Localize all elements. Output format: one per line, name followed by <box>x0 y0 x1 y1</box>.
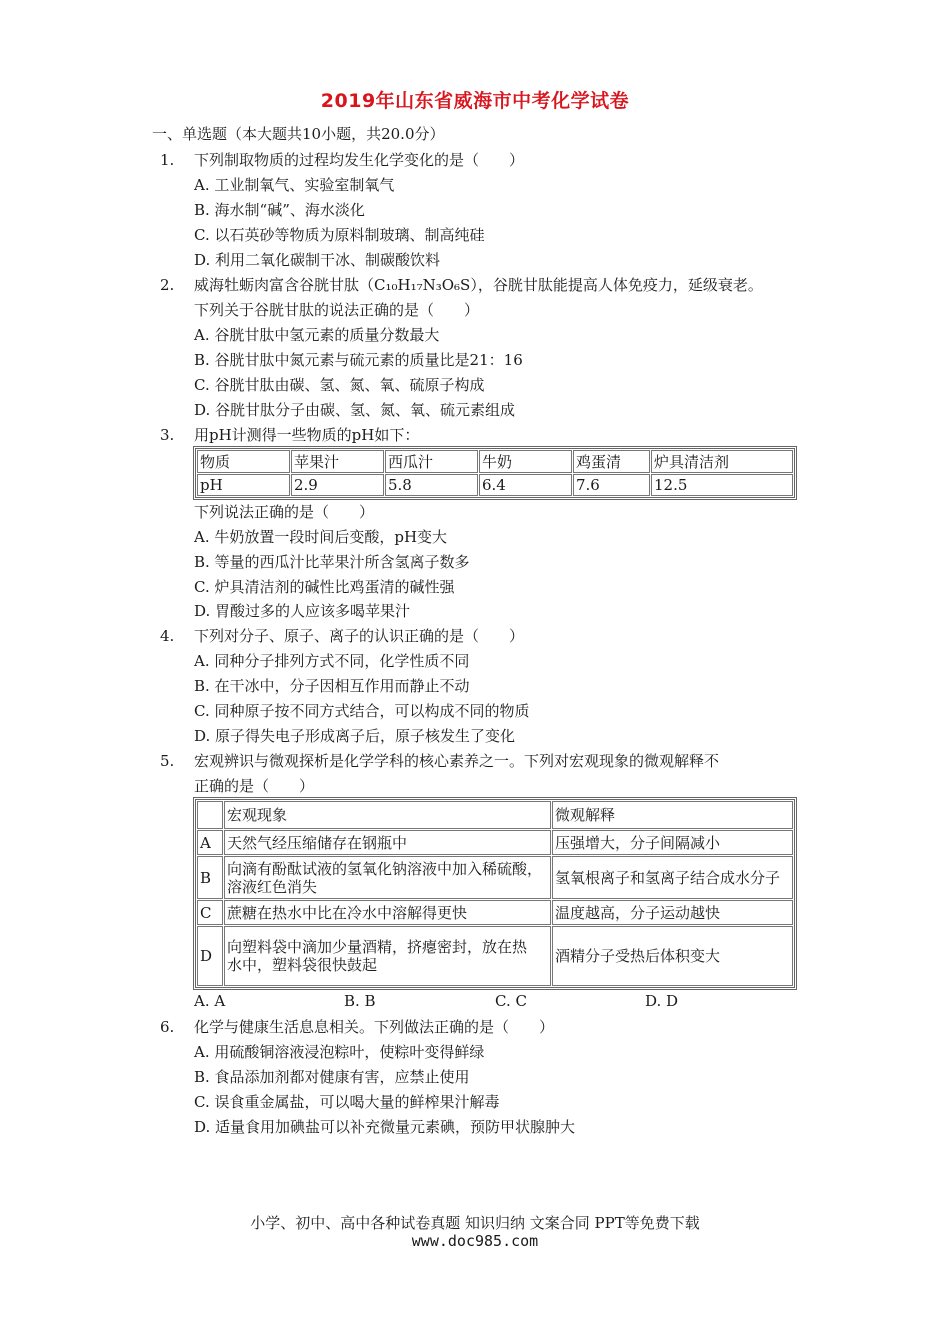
question-number: 4. <box>160 627 175 645</box>
question-number: 5. <box>160 752 175 770</box>
table-cell <box>197 801 223 829</box>
table-cell: 5.8 <box>385 474 478 496</box>
table-cell: 温度越高，分子运动越快 <box>552 900 793 925</box>
question-number: 1. <box>160 151 175 169</box>
option-a: A. 用硫酸铜溶液浸泡粽叶，使粽叶变得鲜绿 <box>194 1043 485 1061</box>
option-a: A. 谷胱甘肽中氢元素的质量分数最大 <box>194 326 440 344</box>
table-cell: 物质 <box>197 450 290 473</box>
option-b: B. 食品添加剂都对健康有害，应禁止使用 <box>194 1068 470 1086</box>
question-number: 2. <box>160 276 175 294</box>
table-cell: 西瓜汁 <box>385 450 478 473</box>
question-stem: 用pH计测得一些物质的pH如下： <box>194 426 420 444</box>
table-cell: 向塑料袋中滴加少量酒精，挤瘪密封，放在热 水中，塑料袋很快鼓起 <box>224 926 551 986</box>
table-cell: 炉具清洁剂 <box>651 450 793 473</box>
answer-a: A. A <box>194 992 226 1010</box>
table-cell: A <box>197 830 223 855</box>
table-cell: 向滴有酚酞试液的氢氧化钠溶液中加入稀硫酸，溶液红色消失 <box>224 856 551 899</box>
table-cell: 宏观现象 <box>224 801 551 829</box>
option-d: D. 利用二氧化碳制干冰、制碳酸饮料 <box>194 251 441 269</box>
ph-table <box>193 446 797 500</box>
table-cell: 酒精分子受热后体积变大 <box>552 926 793 986</box>
table-cell: 鸡蛋清 <box>573 450 650 473</box>
option-d: D. 原子得失电子形成离子后，原子核发生了变化 <box>194 727 516 745</box>
option-c: C. 谷胱甘肽由碳、氢、氮、氧、硫原子构成 <box>194 376 485 394</box>
question-stem: 宏观辨识与微观探析是化学学科的核心素养之一。下列对宏观现象的微观解释不 <box>194 752 720 770</box>
answer-d: D. D <box>645 992 679 1010</box>
footer-promo-text: 小学、初中、高中各种试卷真题 知识归纳 文案合同 PPT等免费下载 <box>250 1214 700 1232</box>
table-cell: 氢氧根离子和氢离子结合成水分子 <box>552 856 793 899</box>
answer-b: B. B <box>344 992 376 1010</box>
table-cell: D <box>197 926 223 986</box>
option-a: A. 同种分子排列方式不同，化学性质不同 <box>194 652 470 670</box>
option-d: D. 谷胱甘肽分子由碳、氢、氮、氧、硫元素组成 <box>194 401 516 419</box>
table-row <box>197 801 793 829</box>
footer-website[interactable]: www.doc985.com <box>411 1232 539 1250</box>
table-row <box>197 830 793 855</box>
question-stem-continued: 正确的是（ ） <box>194 777 315 795</box>
option-c: C. 以石英砂等物质为原料制玻璃、制高纯硅 <box>194 226 485 244</box>
table-cell: 7.6 <box>573 474 650 496</box>
question-stem-continued: 下列说法正确的是（ ） <box>194 503 375 521</box>
table-row <box>197 474 793 496</box>
table-cell: 苹果汁 <box>291 450 384 473</box>
table-row <box>197 900 793 925</box>
option-b: B. 在干冰中，分子因相互作用而静止不动 <box>194 677 470 695</box>
table-cell: 天然气经压缩储存在钢瓶中 <box>224 830 551 855</box>
answer-c: C. C <box>495 992 527 1010</box>
table-cell: C <box>197 900 223 925</box>
question-number: 3. <box>160 426 175 444</box>
table-cell: B <box>197 856 223 899</box>
table-row <box>197 856 793 899</box>
question-number: 6. <box>160 1018 175 1036</box>
option-a: A. 工业制氧气、实验室制氧气 <box>194 176 395 194</box>
table-cell: 6.4 <box>479 474 572 496</box>
table-cell: 蔗糖在热水中比在冷水中溶解得更快 <box>224 900 551 925</box>
table-cell: 微观解释 <box>552 801 793 829</box>
table-cell: 2.9 <box>291 474 384 496</box>
table-row <box>197 926 793 986</box>
table-row <box>197 450 793 473</box>
table-cell: 12.5 <box>651 474 793 496</box>
option-b: B. 海水制“碱”、海水淡化 <box>194 201 365 219</box>
option-c: C. 误食重金属盐，可以喝大量的鲜榨果汁解毒 <box>194 1093 500 1111</box>
table-cell: 牛奶 <box>479 450 572 473</box>
option-b: B. 等量的西瓜汁比苹果汁所含氢离子数多 <box>194 553 470 571</box>
exam-title: 2019年山东省威海市中考化学试卷 <box>320 90 630 112</box>
option-d: D. 胃酸过多的人应该多喝苹果汁 <box>194 602 411 620</box>
option-d: D. 适量食用加碘盐可以补充微量元素碘，预防甲状腺肿大 <box>194 1118 576 1136</box>
table-cell: pH <box>197 474 290 496</box>
question-stem: 下列制取物质的过程均发生化学变化的是（ ） <box>194 151 525 169</box>
question-stem-continued: 下列关于谷胱甘肽的说法正确的是（ ） <box>194 301 480 319</box>
table-cell: 压强增大，分子间隔减小 <box>552 830 793 855</box>
micro-explanation-table <box>193 797 797 990</box>
question-stem: 威海牡蛎肉富含谷胱甘肽（C₁₀H₁₇N₃O₆S），谷胱甘肽能提高人体免疫力，延级衰老。 <box>194 276 763 294</box>
question-stem: 化学与健康生活息息相关。下列做法正确的是（ ） <box>194 1018 555 1036</box>
option-a: A. 牛奶放置一段时间后变酸，pH变大 <box>194 528 448 546</box>
option-c: C. 同种原子按不同方式结合，可以构成不同的物质 <box>194 702 530 720</box>
question-stem: 下列对分子、原子、离子的认识正确的是（ ） <box>194 627 525 645</box>
section-heading: 一、单选题（本大题共10小题，共20.0分） <box>152 125 445 143</box>
option-b: B. 谷胱甘肽中氮元素与硫元素的质量比是21：16 <box>194 351 523 369</box>
option-c: C. 炉具清洁剂的碱性比鸡蛋清的碱性强 <box>194 578 455 596</box>
